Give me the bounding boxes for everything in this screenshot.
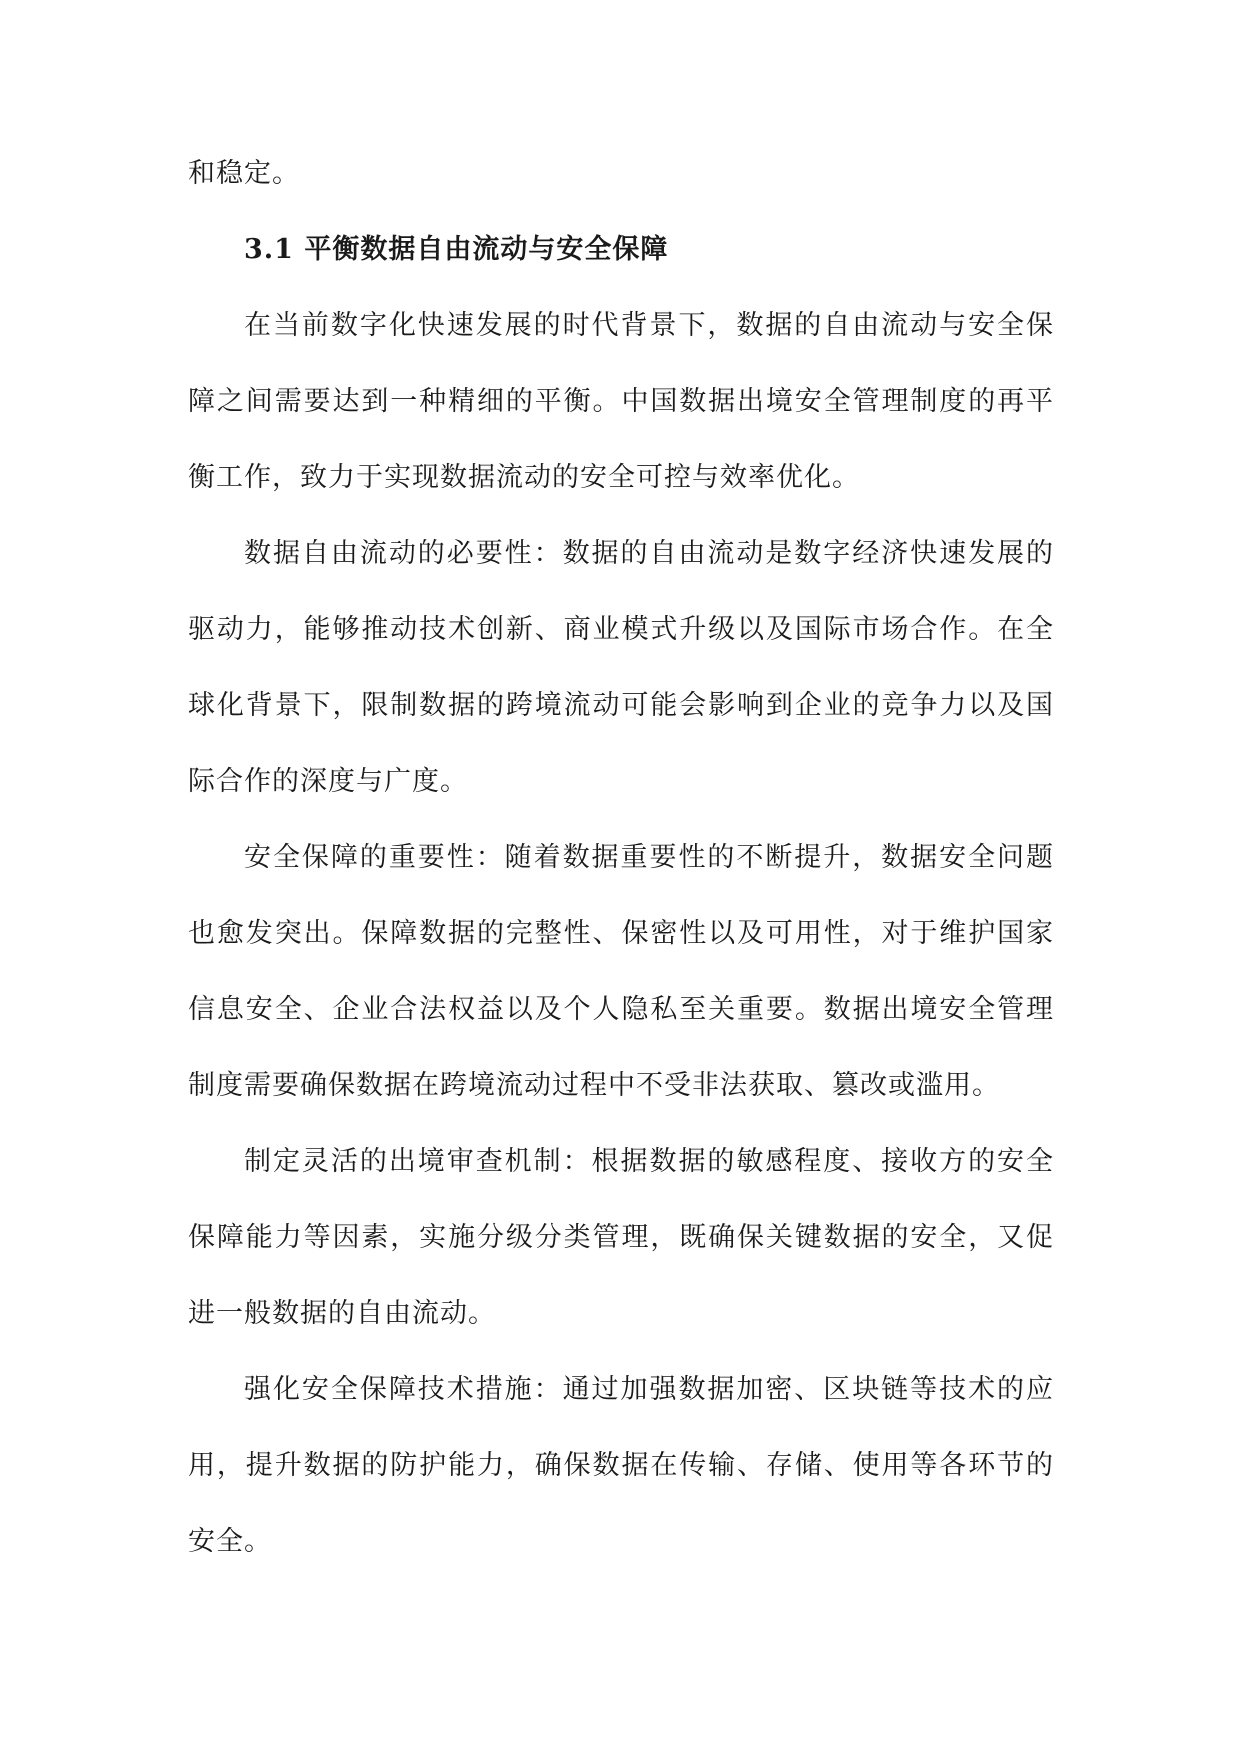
- paragraph-intro: 在当前数字化快速发展的时代背景下，数据的自由流动与安全保障之间需要达到一种精细的平衡。中国数据出境安全管理制度的再平衡工作，致力于实现数据流动的安全可控与效率优化。: [188, 310, 1054, 493]
- paragraph-technical-measures: 强化安全保障技术措施：通过加强数据加密、区块链等技术的应用，提升数据的防护能力，确保数据在传输、存储、使用等各环节的安全。: [188, 1374, 1054, 1557]
- paragraph-security-importance: 安全保障的重要性：随着数据重要性的不断提升，数据安全问题也愈发突出。保障数据的完整性、保密性以及可用性，对于维护国家信息安全、企业合法权益以及个人隐私至关重要。数据出境安全管理制度需要确保数据在跨境流动过程中不受非法获取、篡改或滥用。: [188, 842, 1054, 1101]
- paragraph-review-mechanism: 制定灵活的出境审查机制：根据数据的敏感程度、接收方的安全保障能力等因素，实施分级分类管理，既确保关键数据的安全，又促进一般数据的自由流动。: [188, 1146, 1054, 1329]
- paragraph-continuation: 和稳定。: [188, 158, 300, 189]
- section-heading: 3.1 平衡数据自由流动与安全保障: [244, 234, 669, 265]
- document-body: [188, 136, 1054, 1580]
- paragraph-free-flow-necessity: 数据自由流动的必要性：数据的自由流动是数字经济快速发展的驱动力，能够推动技术创新、商业模式升级以及国际市场合作。在全球化背景下，限制数据的跨境流动可能会影响到企业的竞争力以及国际合作的深度与广度。: [188, 538, 1054, 797]
